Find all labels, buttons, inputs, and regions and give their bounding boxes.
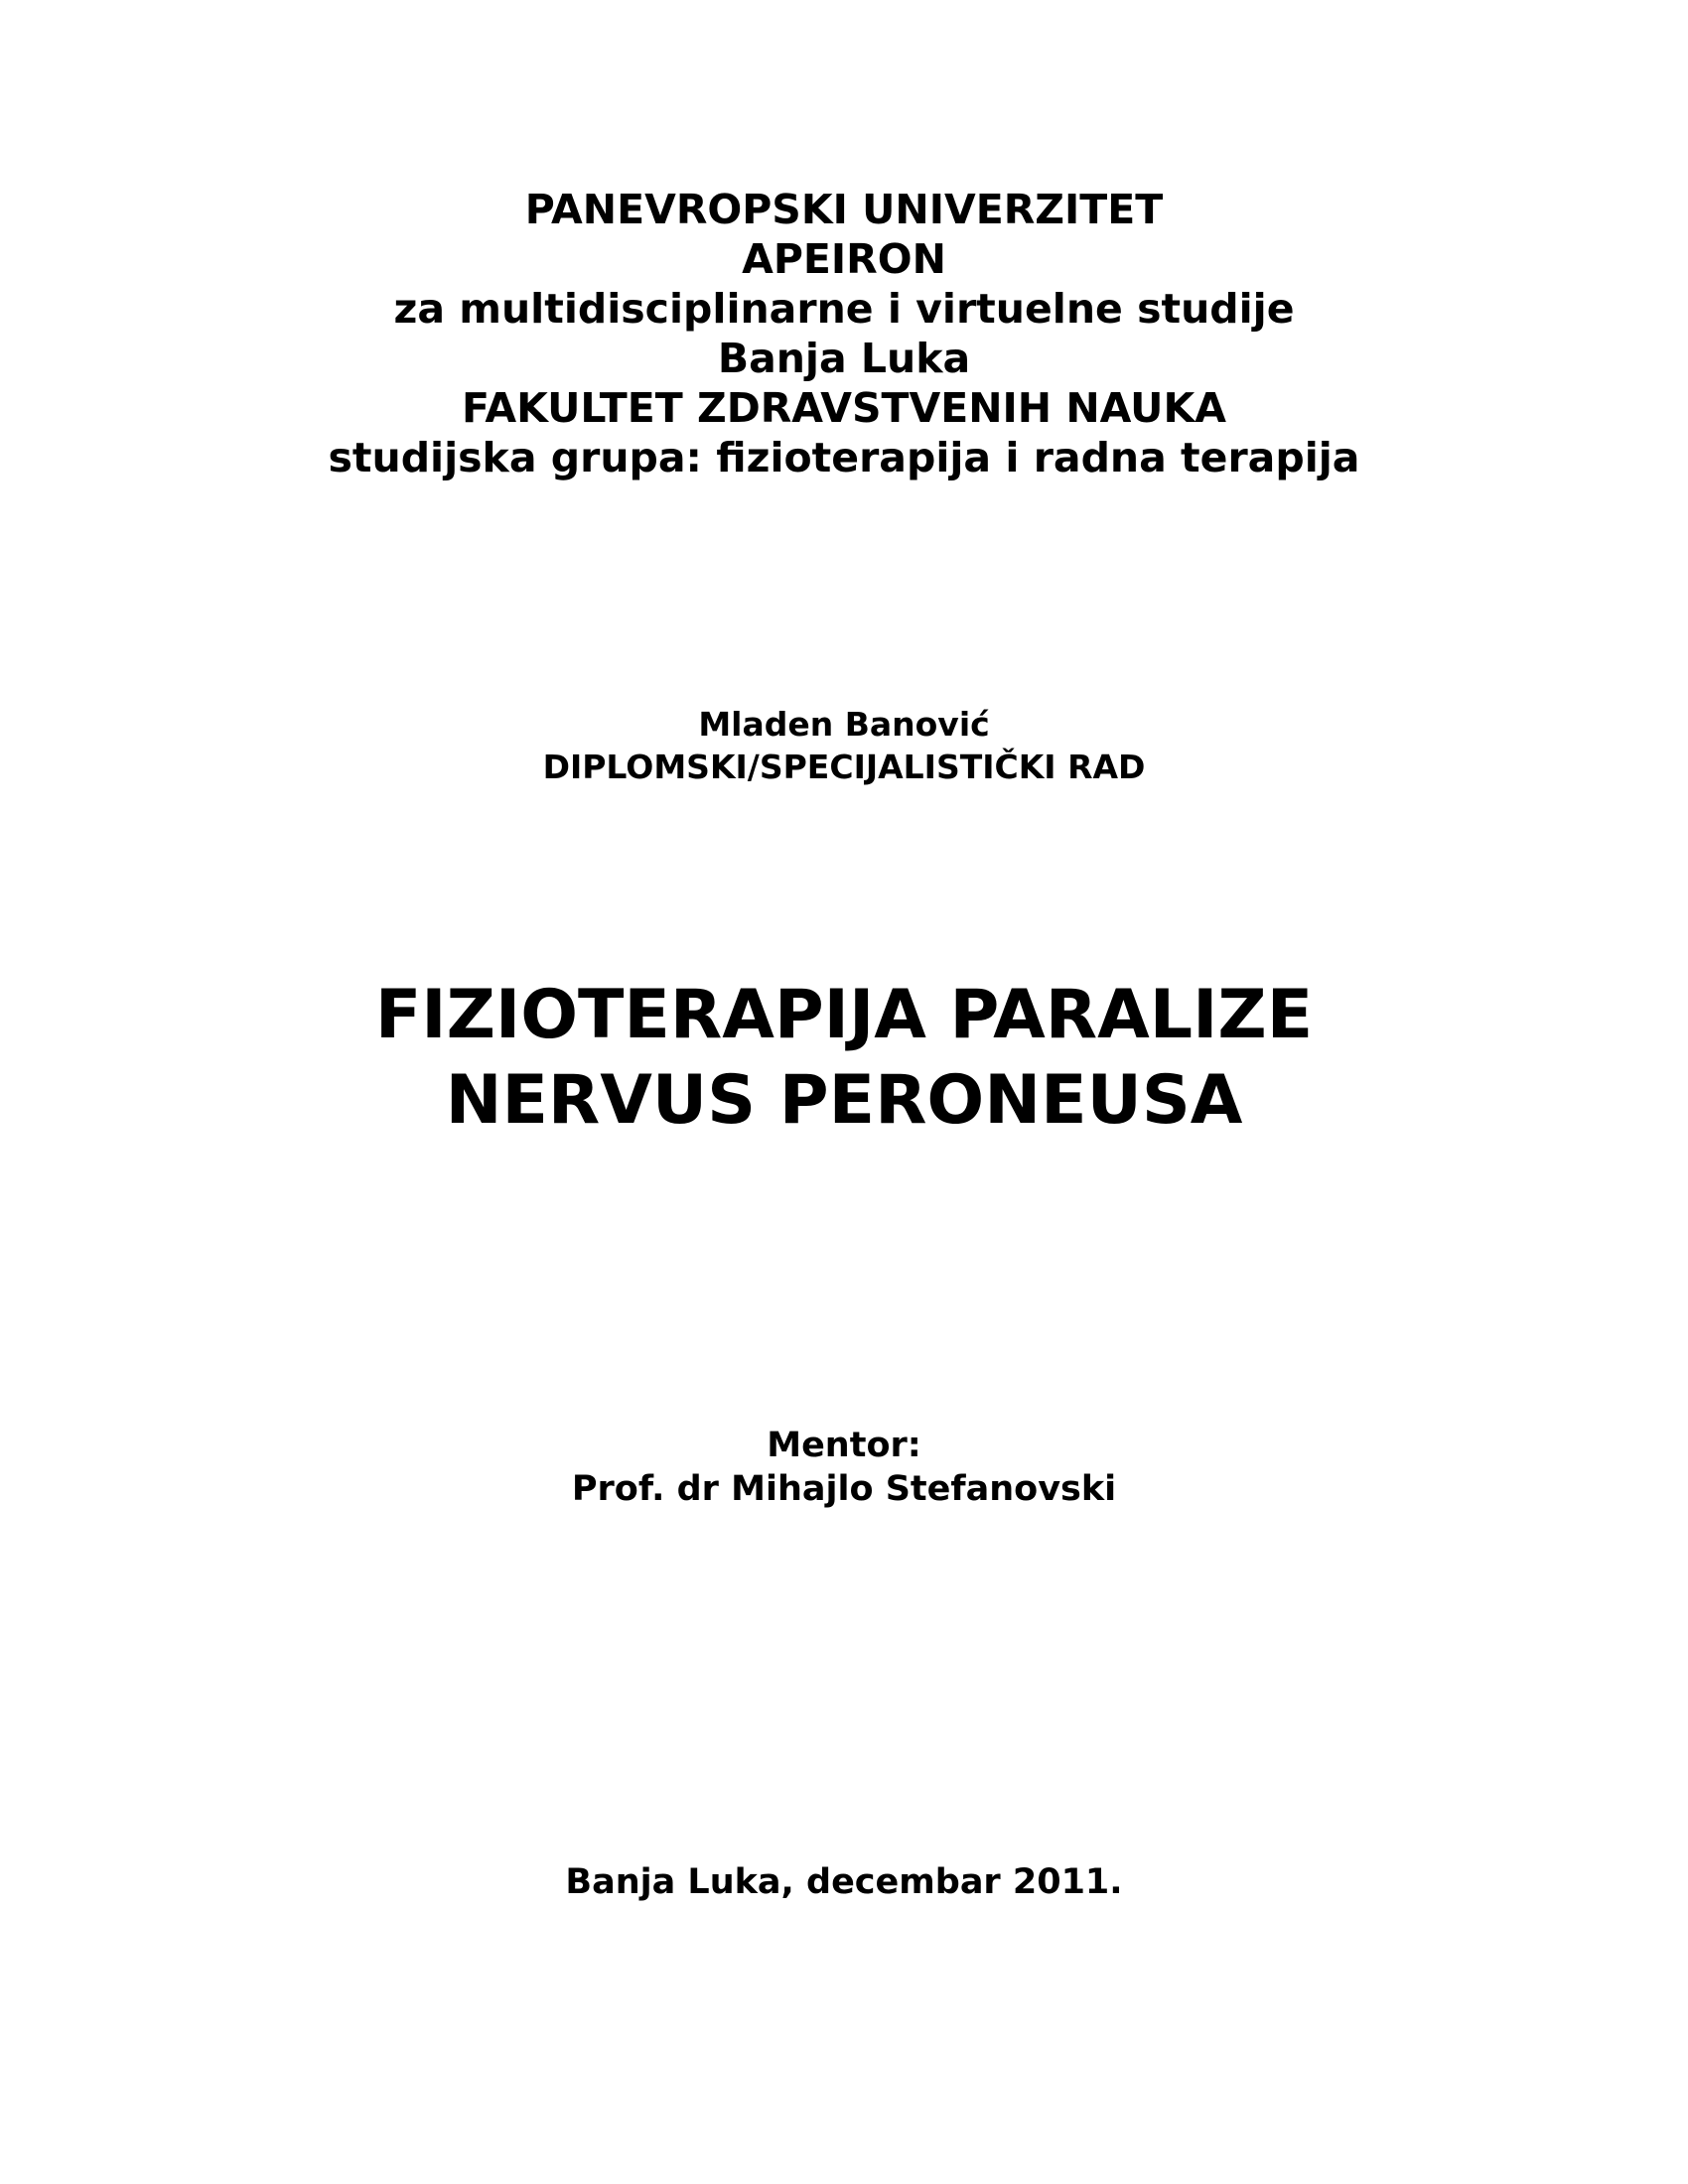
university-city: Banja Luka xyxy=(717,335,971,382)
study-group: studijska grupa: fizioterapija i radna terapija xyxy=(328,434,1360,481)
thesis-title-line-2: NERVUS PERONEUSA xyxy=(445,1061,1243,1140)
mentor-label: Mentor: xyxy=(767,1426,921,1465)
institution-header xyxy=(0,185,1688,482)
place-date-text: Banja Luka, decembar 2011. xyxy=(565,1862,1123,1902)
place-date xyxy=(0,1860,1688,1904)
author-name: Mladen Banović xyxy=(698,705,990,744)
university-description: za multidisciplinarne i virtuelne studije xyxy=(393,285,1295,333)
thesis-type: DIPLOMSKI/SPECIJALISTIČKI RAD xyxy=(542,748,1146,786)
author-block xyxy=(0,703,1688,788)
university-subname: APEIRON xyxy=(742,235,946,283)
faculty-name: FAKULTET ZDRAVSTVENIH NAUKA xyxy=(462,384,1226,432)
mentor-name: Prof. dr Mihajlo Stefanovski xyxy=(571,1469,1117,1509)
thesis-title-line-1: FIZIOTERAPIJA PARALIZE xyxy=(374,976,1314,1054)
thesis-title xyxy=(0,973,1688,1144)
university-name: PANEVROPSKI UNIVERZITET xyxy=(524,186,1164,233)
mentor-block xyxy=(0,1424,1688,1511)
